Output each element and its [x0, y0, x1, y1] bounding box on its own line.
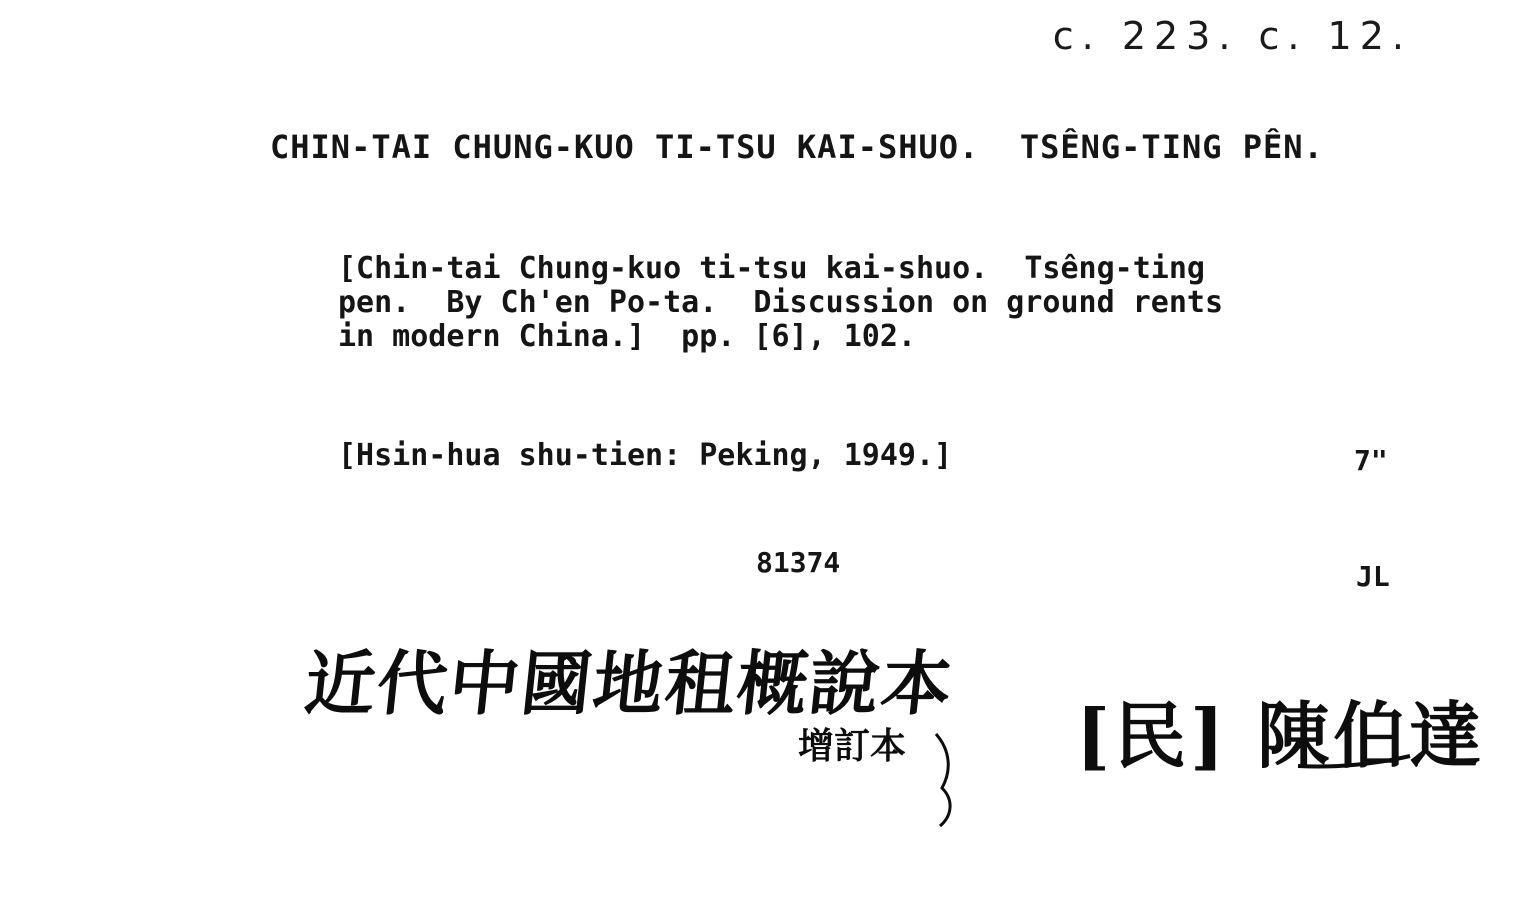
handwritten-chinese-author: [民] 陳伯達	[1076, 693, 1486, 778]
description-line: pen. By Ch'en Po-ta. Discussion on ground rents	[338, 285, 1224, 320]
shelfmark: c. 223. c. 12.	[1052, 14, 1412, 58]
size-note: 7"	[1354, 444, 1388, 477]
description-block	[338, 252, 1428, 354]
card-heading: CHIN-TAI CHUNG-KUO TI-TSU KAI-SHUO. TSÊNG-TING PÊN.	[270, 128, 1324, 166]
accession-number: 81374	[756, 546, 841, 579]
cataloguer-initials: JL	[1356, 560, 1390, 593]
imprint: [Hsin-hua shu-tien: Peking, 1949.]	[338, 438, 953, 473]
description-line: in modern China.] pp. [6], 102.	[338, 319, 916, 354]
handwritten-underline-stroke	[1296, 748, 1416, 772]
handwritten-chinese-subtitle: 增訂本	[798, 725, 907, 767]
handwritten-chinese-title: 近代中國地租概說本	[301, 642, 958, 725]
description-line: [Chin-tai Chung-kuo ti-tsu kai-shuo. Tsêng-ting	[338, 251, 1205, 286]
handwritten-bracket-stroke	[928, 730, 968, 830]
